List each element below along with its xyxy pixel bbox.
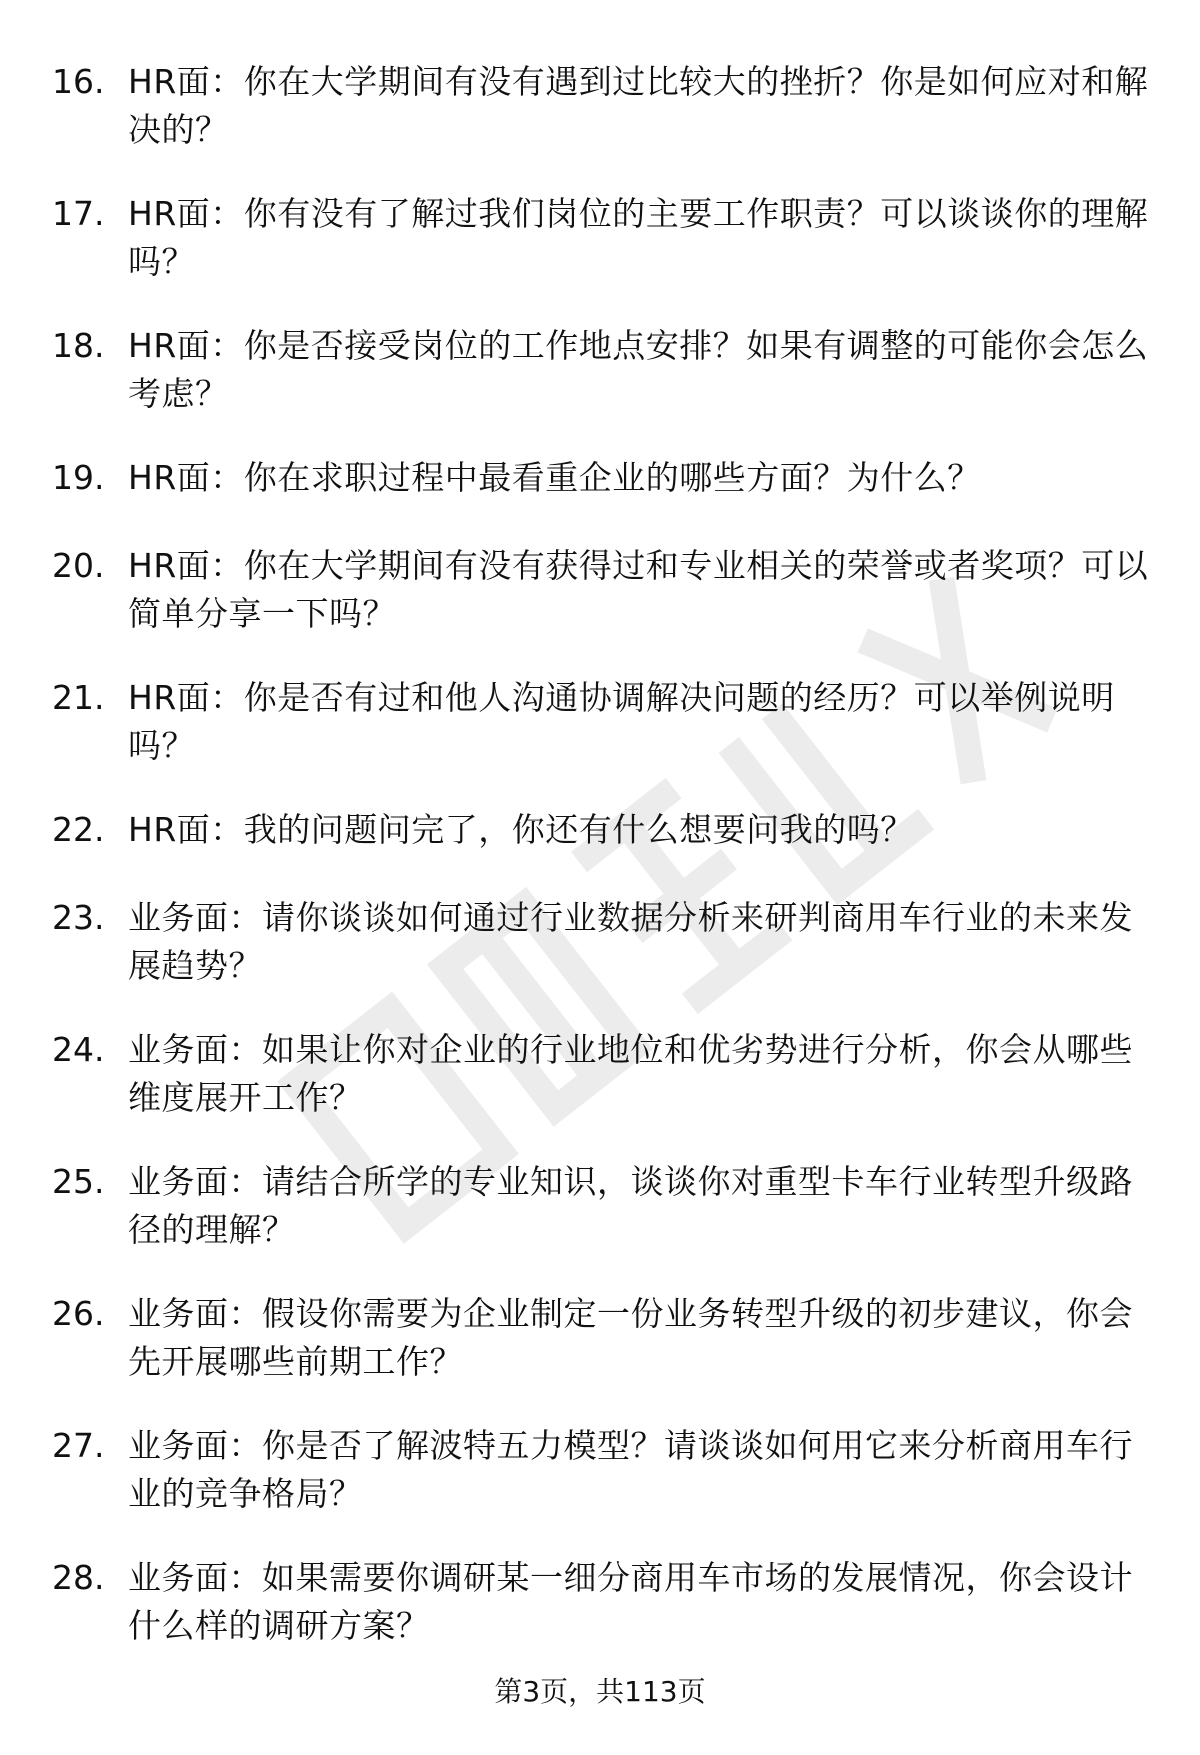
item-number: 21. — [52, 678, 105, 717]
item-text: 业务面：你是否了解波特五力模型？请谈谈如何用它来分析商用车行业的竞争格局？ — [128, 1426, 1133, 1513]
item-text: HR面：你在求职过程中最看重企业的哪些方面？为什么？ — [128, 458, 981, 497]
item-number: 26. — [52, 1294, 105, 1333]
list-item — [52, 1026, 1162, 1122]
page-footer: 第3页，共113页 — [494, 1675, 706, 1708]
item-number: 18. — [52, 326, 105, 365]
item-number: 20. — [52, 546, 105, 585]
item-number: 19. — [52, 458, 105, 497]
list-item — [52, 1290, 1162, 1386]
item-text: HR面：你在大学期间有没有遇到过比较大的挫折？你是如何应对和解决的？ — [128, 62, 1149, 149]
item-text: HR面：你在大学期间有没有获得过和专业相关的荣誉或者奖项？可以简单分享一下吗？ — [128, 546, 1149, 633]
list-item — [52, 674, 1162, 770]
list-item — [52, 454, 1162, 502]
item-number: 27. — [52, 1426, 105, 1465]
list-item — [52, 1158, 1162, 1254]
item-text: 业务面：请你谈谈如何通过行业数据分析来研判商用车行业的未来发展趋势？ — [128, 898, 1133, 985]
list-item — [52, 894, 1162, 990]
item-text: 业务面：假设你需要为企业制定一份业务转型升级的初步建议，你会先开展哪些前期工作？ — [128, 1294, 1133, 1381]
list-item — [52, 542, 1162, 638]
item-text: HR面：我的问题问完了，你还有什么想要问我的吗？ — [128, 810, 914, 849]
list-item — [52, 190, 1162, 286]
list-item — [52, 58, 1162, 154]
item-text: 业务面：请结合所学的专业知识，谈谈你对重型卡车行业转型升级路径的理解？ — [128, 1162, 1133, 1249]
item-number: 23. — [52, 898, 105, 937]
item-number: 24. — [52, 1030, 105, 1069]
item-number: 25. — [52, 1162, 105, 1201]
question-list — [52, 58, 1162, 1686]
list-item — [52, 1422, 1162, 1518]
list-item — [52, 322, 1162, 418]
list-item — [52, 806, 1162, 854]
item-text: HR面：你是否接受岗位的工作地点安排？如果有调整的可能你会怎么考虑？ — [128, 326, 1149, 413]
item-number: 28. — [52, 1558, 105, 1597]
item-text: 业务面：如果需要你调研某一细分商用车市场的发展情况，你会设计什么样的调研方案？ — [128, 1558, 1133, 1645]
item-text: HR面：你是否有过和他人沟通协调解决问题的经历？可以举例说明吗？ — [128, 678, 1115, 765]
item-number: 22. — [52, 810, 105, 849]
list-item — [52, 1554, 1162, 1650]
item-number: 16. — [52, 62, 105, 101]
item-text: HR面：你有没有了解过我们岗位的主要工作职责？可以谈谈你的理解吗？ — [128, 194, 1149, 281]
item-number: 17. — [52, 194, 105, 233]
item-text: 业务面：如果让你对企业的行业地位和优劣势进行分析，你会从哪些维度展开工作？ — [128, 1030, 1133, 1117]
